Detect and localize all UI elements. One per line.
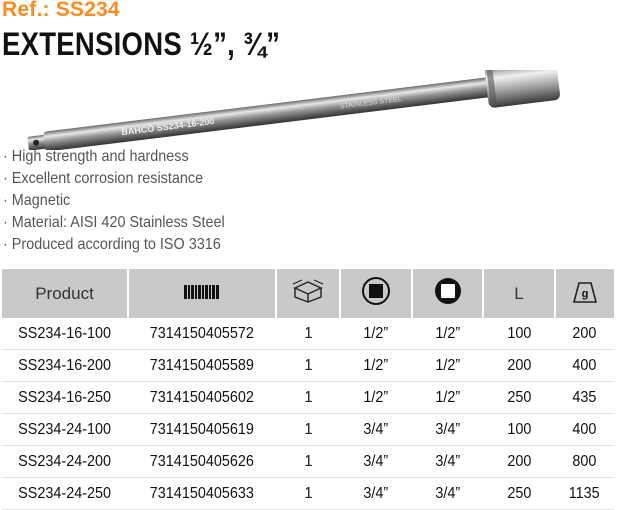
cell-weight	[555, 414, 614, 446]
square-drive-icon	[361, 276, 391, 306]
cell-text: 7314150405572	[149, 324, 255, 342]
cell-drive	[340, 318, 412, 350]
cell-qty	[276, 318, 340, 350]
cell-length	[483, 478, 555, 510]
cell-weight	[555, 382, 614, 414]
cell-socket	[412, 382, 483, 414]
cell-product	[2, 446, 128, 478]
cell-drive	[340, 446, 412, 478]
cell-product	[2, 414, 128, 446]
cell-text: 1/2”	[363, 324, 389, 342]
extension-bar-image	[20, 70, 570, 150]
cell-text: 1	[303, 484, 313, 502]
cell-ean	[128, 478, 276, 510]
cell-text: 7314150405633	[149, 484, 255, 502]
header-drive	[340, 269, 412, 318]
cell-text: 1	[303, 420, 313, 438]
cell-product	[2, 318, 128, 350]
cell-weight	[555, 446, 614, 478]
cell-text: 3/4”	[435, 484, 460, 502]
cell-text: 800	[572, 452, 597, 470]
cell-drive	[340, 414, 412, 446]
cell-text: 200	[572, 324, 597, 342]
cell-ean	[128, 414, 276, 446]
header-length: L	[483, 269, 555, 318]
cell-text: 1/2”	[363, 388, 389, 406]
cell-drive	[340, 478, 412, 510]
cell-length	[483, 350, 555, 382]
cell-length	[483, 382, 555, 414]
table-row	[2, 318, 614, 350]
cell-length	[483, 318, 555, 350]
feature-item: · Excellent corrosion resistance	[3, 170, 204, 187]
cell-socket	[412, 446, 483, 478]
cell-text: 3/4”	[435, 420, 460, 438]
table-row	[2, 350, 614, 382]
cell-text: 200	[506, 452, 532, 470]
cell-text: 400	[572, 420, 597, 438]
cell-drive	[340, 382, 412, 414]
cell-text: 3/4”	[435, 452, 460, 470]
cell-length	[483, 446, 555, 478]
cell-text: 435	[572, 388, 597, 406]
cell-product	[2, 350, 128, 382]
cell-text: 7314150405602	[149, 388, 255, 406]
cell-text: 7314150405589	[149, 356, 255, 374]
reference-code: Ref.: SS234	[2, 0, 120, 21]
table-row	[2, 446, 614, 478]
cell-qty	[276, 350, 340, 382]
header-barcode	[128, 269, 276, 318]
weight-icon	[572, 278, 598, 304]
cell-qty	[276, 382, 340, 414]
cell-text: 3/4”	[363, 452, 389, 470]
cell-weight	[555, 318, 614, 350]
cell-socket	[412, 318, 483, 350]
cell-text: SS234-24-200	[18, 452, 112, 470]
cell-text: 7314150405619	[149, 420, 255, 438]
table-row	[2, 414, 614, 446]
cell-text: SS234-24-100	[18, 420, 112, 438]
cell-text: 3/4”	[363, 420, 389, 438]
cell-ean	[128, 350, 276, 382]
feature-item: · Magnetic	[3, 192, 71, 209]
barcode-icon	[184, 285, 220, 299]
cell-product	[2, 382, 128, 414]
feature-list	[3, 146, 249, 256]
cell-qty	[276, 446, 340, 478]
cell-ean	[128, 318, 276, 350]
cell-text: 1135	[569, 484, 600, 502]
header-socket	[412, 269, 483, 318]
cell-text: 1/2”	[435, 388, 460, 406]
cell-text: SS234-16-200	[18, 356, 112, 374]
package-icon	[292, 279, 324, 303]
cell-text: 1	[303, 356, 313, 374]
cell-weight	[555, 478, 614, 510]
header-weight	[555, 269, 614, 318]
feature-item: · High strength and hardness	[3, 148, 189, 165]
engraving: BAHCO SS234-16-200	[120, 115, 215, 138]
cell-qty	[276, 478, 340, 510]
header-package	[276, 269, 340, 318]
cell-text: 250	[506, 484, 532, 502]
svg-text:g: g	[581, 288, 589, 300]
cell-text: 250	[506, 388, 532, 406]
cell-text: 7314150405626	[149, 452, 255, 470]
cell-weight	[555, 350, 614, 382]
cell-qty	[276, 414, 340, 446]
cell-text: 1	[303, 324, 313, 342]
shaft	[43, 77, 492, 150]
table-row	[2, 478, 614, 510]
cell-text: SS234-24-250	[18, 484, 112, 502]
cell-text: SS234-16-100	[18, 324, 112, 342]
cell-text: 1/2”	[435, 324, 460, 342]
cell-ean	[128, 446, 276, 478]
cell-text: SS234-16-250	[18, 388, 112, 406]
cell-text: 1/2”	[363, 356, 389, 374]
cell-socket	[412, 414, 483, 446]
feature-item: · Produced according to ISO 3316	[3, 236, 221, 253]
cell-text: 100	[506, 420, 532, 438]
table-row	[2, 382, 614, 414]
cell-product	[2, 478, 128, 510]
page-title: EXTENSIONS ½”, ¾”	[2, 26, 281, 62]
feature-item: · Material: AISI 420 Stainless Steel	[3, 214, 225, 231]
cell-ean	[128, 382, 276, 414]
cell-socket	[412, 478, 483, 510]
cell-socket	[412, 350, 483, 382]
cell-text: 1	[303, 388, 313, 406]
cell-text: 100	[506, 324, 532, 342]
header-product: Product	[2, 269, 128, 318]
cell-text: 200	[506, 356, 532, 374]
cell-text: 1/2”	[435, 356, 460, 374]
engraving-2: STAINLESS STEEL	[339, 95, 403, 111]
cell-text: 400	[572, 356, 597, 374]
cell-text: 1	[303, 452, 313, 470]
cell-length	[483, 414, 555, 446]
square-socket-icon	[433, 276, 463, 306]
cell-drive	[340, 350, 412, 382]
product-table	[2, 269, 614, 510]
cell-text: 3/4”	[363, 484, 389, 502]
